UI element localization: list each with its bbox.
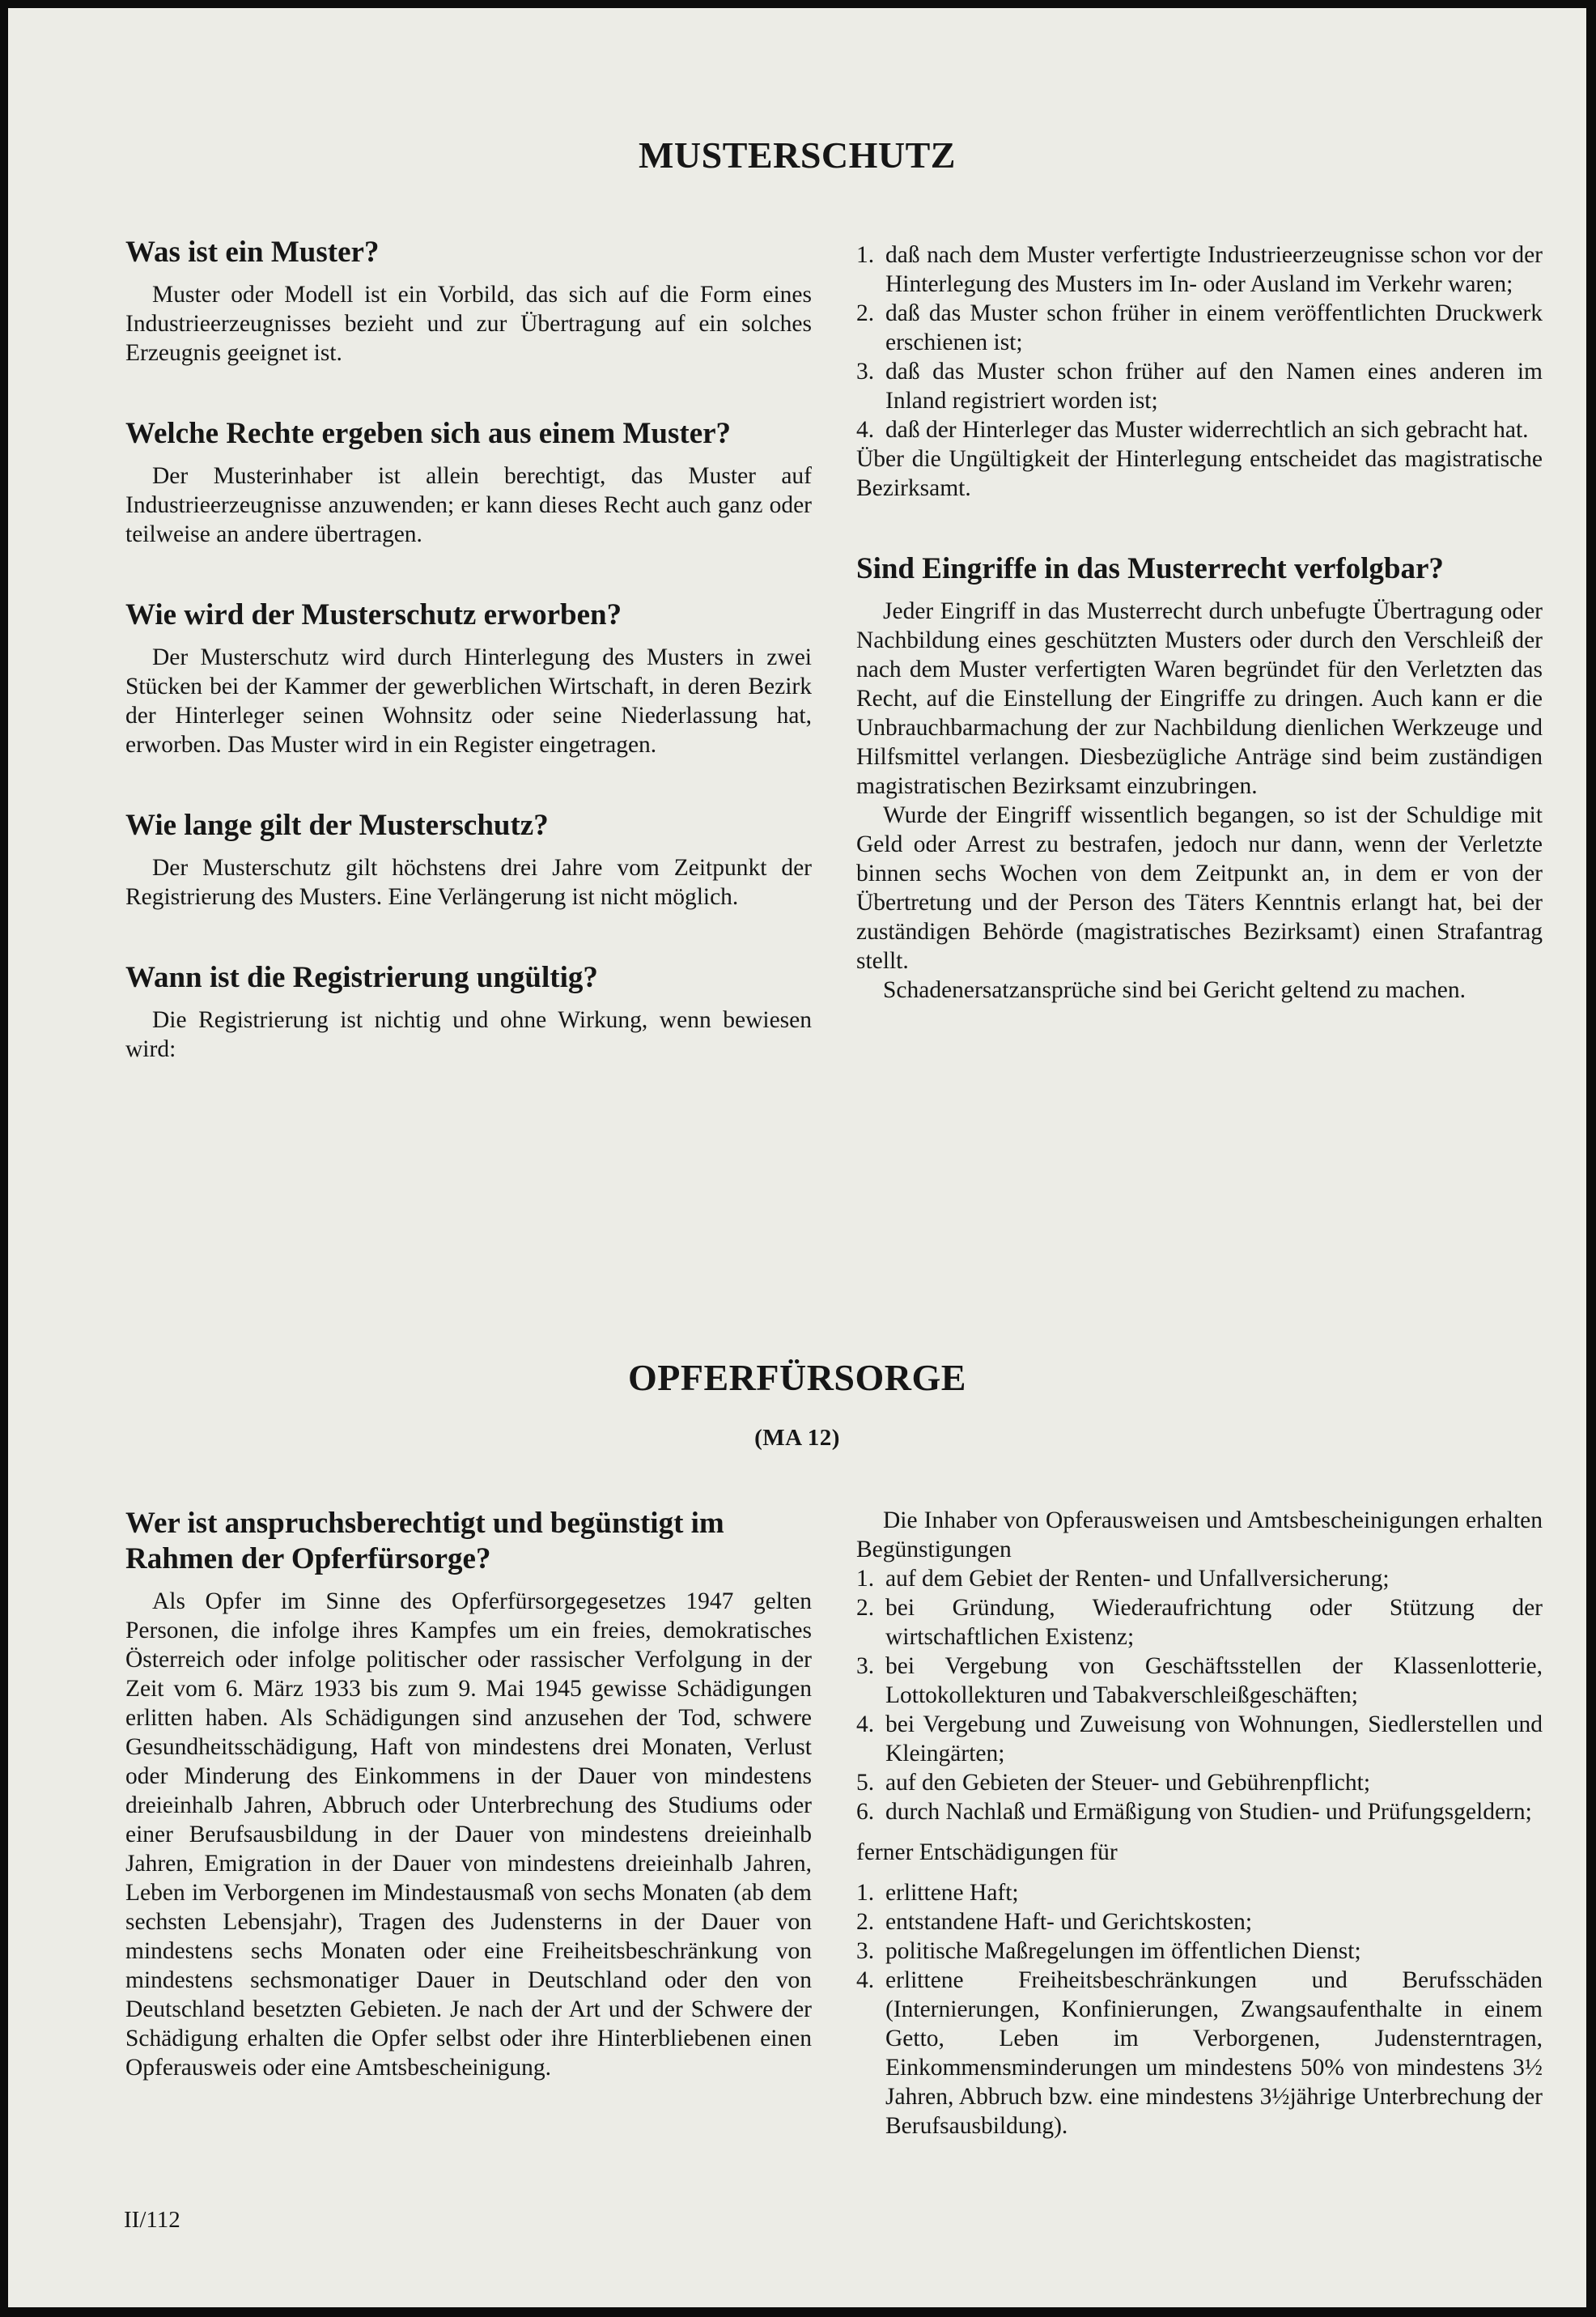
paragraph: Als Opfer im Sinne des Opferfürsorgegesetzes 1947 gelten Personen, die infolge ihres Kampfes um ein freies, demokratisches Österreich oder infolge politischer oder rassischer Verfolgung in der Zeit vom 6. März 1933 bis zum 9. Mai 1945 gewisse Schädigungen erlitten haben. Als Schädigungen sind anzusehen der Tod, schwere Gesundheitsschädigung, Haft von mindestens drei Monaten, Verlust oder Minderung des Einkommens in der Dauer von mindestens dreieinhalb Jahren, Abbruch oder Unterbrechung des Studiums oder einer Berufsausbildung in der Dauer von mindestens dreieinhalb Jahren, Emigration in der Dauer von mindestens dreieinhalb Jahren, Leben im Verborgenen im Mindestausmaß von sechs Monaten (ab dem sechsten Lebensjahr), Tragen des Judensterns in der Dauer von mindestens sechs Monaten oder eine Freiheitsbeschränkung von mindestens sechsmonatiger Dauer in Deutschland oder den von Deutschland besetzten Gebieten. Je nach der Art und der Schwere der Schädigung erhalten die Opfer selbst oder ihre Hinterbliebenen einen Opferausweis oder eine Amtsbescheinigung.	[125, 1588, 812, 2081]
list-item: 2. bei Gründung, Wiederaufrichtung oder Stützung der wirtschaftlichen Existenz;	[856, 1595, 1543, 1650]
list-item: 1. daß nach dem Muster verfertigte Industrieerzeugnisse schon vor der Hinterlegung des Musters im In- oder Ausland im Verkehr waren;	[856, 242, 1543, 297]
opferfuersorge-right-column	[856, 1506, 1543, 2141]
list-item: 1. auf dem Gebiet der Renten- und Unfallversicherung;	[856, 1566, 1390, 1592]
heading-anspruchsberechtigt: Wer ist anspruchsberechtigt und begünstigt im Rahmen der Opferfürsorge?	[125, 1507, 724, 1575]
beguenstigungen-list	[856, 1564, 1543, 1826]
paragraph: Die Inhaber von Opferausweisen und Amtsbescheinigungen erhalten Begünstigungen	[856, 1507, 1543, 1562]
heading-wie-lange: Wie lange gilt der Musterschutz?	[125, 809, 549, 842]
list-item: 3. daß das Muster schon früher auf den Namen eines anderen im Inland registriert worden ist;	[856, 359, 1543, 414]
page-number: II/112	[124, 2207, 180, 2233]
heading-wann-ungueltig: Wann ist die Registrierung ungültig?	[125, 961, 598, 994]
paragraph: Die Registrierung ist nichtig und ohne Wirkung, wenn bewiesen wird:	[125, 1007, 812, 1062]
heading-was-ist-ein-muster: Was ist ein Muster?	[125, 236, 380, 269]
invalidity-list	[856, 240, 1543, 444]
paragraph: Der Musterschutz gilt höchstens drei Jahre vom Zeitpunkt der Registrierung des Musters. Eine Verlängerung ist nicht möglich.	[125, 855, 812, 910]
document-page	[8, 8, 1586, 2307]
heading-wie-erworben: Wie wird der Musterschutz erworben?	[125, 598, 622, 631]
list-item: 4. daß der Hinterleger das Muster widerrechtlich an sich gebracht hat.	[856, 417, 1529, 443]
section-title-opferfuersorge: OPFERFÜRSORGE	[628, 1357, 966, 1398]
paragraph: Wurde der Eingriff wissentlich begangen, so ist der Schuldige mit Geld oder Arrest zu bestrafen, jedoch nur dann, wenn der Verletzte binnen sechs Wochen von dem Zeitpunkt an, in dem er von der Übertretung und der Person des Täters Kenntnis erlangt hat, bei der zuständigen Behörde (magistratisches Bezirksamt) einen Strafantrag stellt.	[856, 802, 1543, 974]
musterschutz-right-column	[856, 240, 1543, 1005]
musterschutz-left-column	[125, 235, 812, 1064]
list-item: 3. politische Maßregelungen im öffentlichen Dienst;	[856, 1938, 1361, 1964]
list-item: 1. erlittene Haft;	[856, 1880, 1019, 1906]
heading-eingriffe: Sind Eingriffe in das Musterrecht verfolgbar?	[856, 552, 1444, 585]
list-item: 4. bei Vergebung und Zuweisung von Wohnungen, Siedlerstellen und Kleingärten;	[856, 1711, 1543, 1766]
list-item: 2. daß das Muster schon früher in einem veröffentlichten Druckwerk erschienen ist;	[856, 300, 1543, 355]
paragraph: Der Musterinhaber ist allein berechtigt, das Muster auf Industrieerzeugnisse anzuwenden; er kann dieses Recht auch ganz oder teilweise an andere übertragen.	[125, 463, 812, 547]
list-item: 5. auf den Gebieten der Steuer- und Gebührenpflicht;	[856, 1770, 1371, 1796]
paragraph: ferner Entschädigungen für	[856, 1839, 1118, 1865]
list-item: 2. entstandene Haft- und Gerichtskosten;	[856, 1909, 1253, 1935]
paragraph: Jeder Eingriff in das Musterrecht durch unbefugte Übertragung oder Nachbildung eines geschützten Musters oder durch den Verschleiß der nach dem Muster verfertigten Waren begründet für den Verletzten das Recht, auf die Einstellung der Eingriffe zu dringen. Auch kann er die Unbrauchbarmachung der zur Nachbildung dienlichen Werkzeuge und Hilfsmittel verlangen. Diesbezügliche Anträge sind beim zuständigen magistratischen Bezirksamt einzubringen.	[856, 598, 1543, 799]
list-item: 3. bei Vergebung von Geschäftsstellen der Klassenlotterie, Lottokollekturen und Tabakverschleißgeschäften;	[856, 1653, 1543, 1708]
paragraph: Schadenersatzansprüche sind bei Gericht geltend zu machen.	[883, 977, 1466, 1003]
paragraph: Über die Ungültigkeit der Hinterlegung entscheidet das magistratische Bezirksamt.	[856, 446, 1543, 501]
entschaedigungen-list	[856, 1878, 1543, 2141]
list-item: 6. durch Nachlaß und Ermäßigung von Studien- und Prüfungsgeldern;	[856, 1799, 1532, 1825]
heading-welche-rechte: Welche Rechte ergeben sich aus einem Muster?	[125, 417, 732, 450]
opferfuersorge-left-column	[125, 1506, 812, 2082]
section-subtitle: (MA 12)	[754, 1425, 840, 1451]
paragraph: Muster oder Modell ist ein Vorbild, das sich auf die Form eines Industrieerzeugnisses bezieht und zur Übertragung auf ein solches Erzeugnis geeignet ist.	[125, 282, 812, 366]
paragraph: Der Musterschutz wird durch Hinterlegung des Musters in zwei Stücken bei der Kammer der gewerblichen Wirtschaft, in deren Bezirk der Hinterleger seinen Wohnsitz oder seine Niederlassung hat, erworben. Das Muster wird in ein Register eingetragen.	[125, 644, 812, 758]
list-item: 4. erlittene Freiheitsbeschränkungen und Berufsschäden (Internierungen, Konfinierungen, Zwangsaufenthalte in einem Getto, Leben im Verborgenen, Judensterntragen, Einkommensminderungen um mindestens 50% von mindestens 3½ Jahren, Abbruch bzw. eine mindestens 3½jährige Unterbrechung der Berufsausbildung).	[856, 1967, 1543, 2139]
section-title-musterschutz: MUSTERSCHUTZ	[639, 134, 956, 176]
